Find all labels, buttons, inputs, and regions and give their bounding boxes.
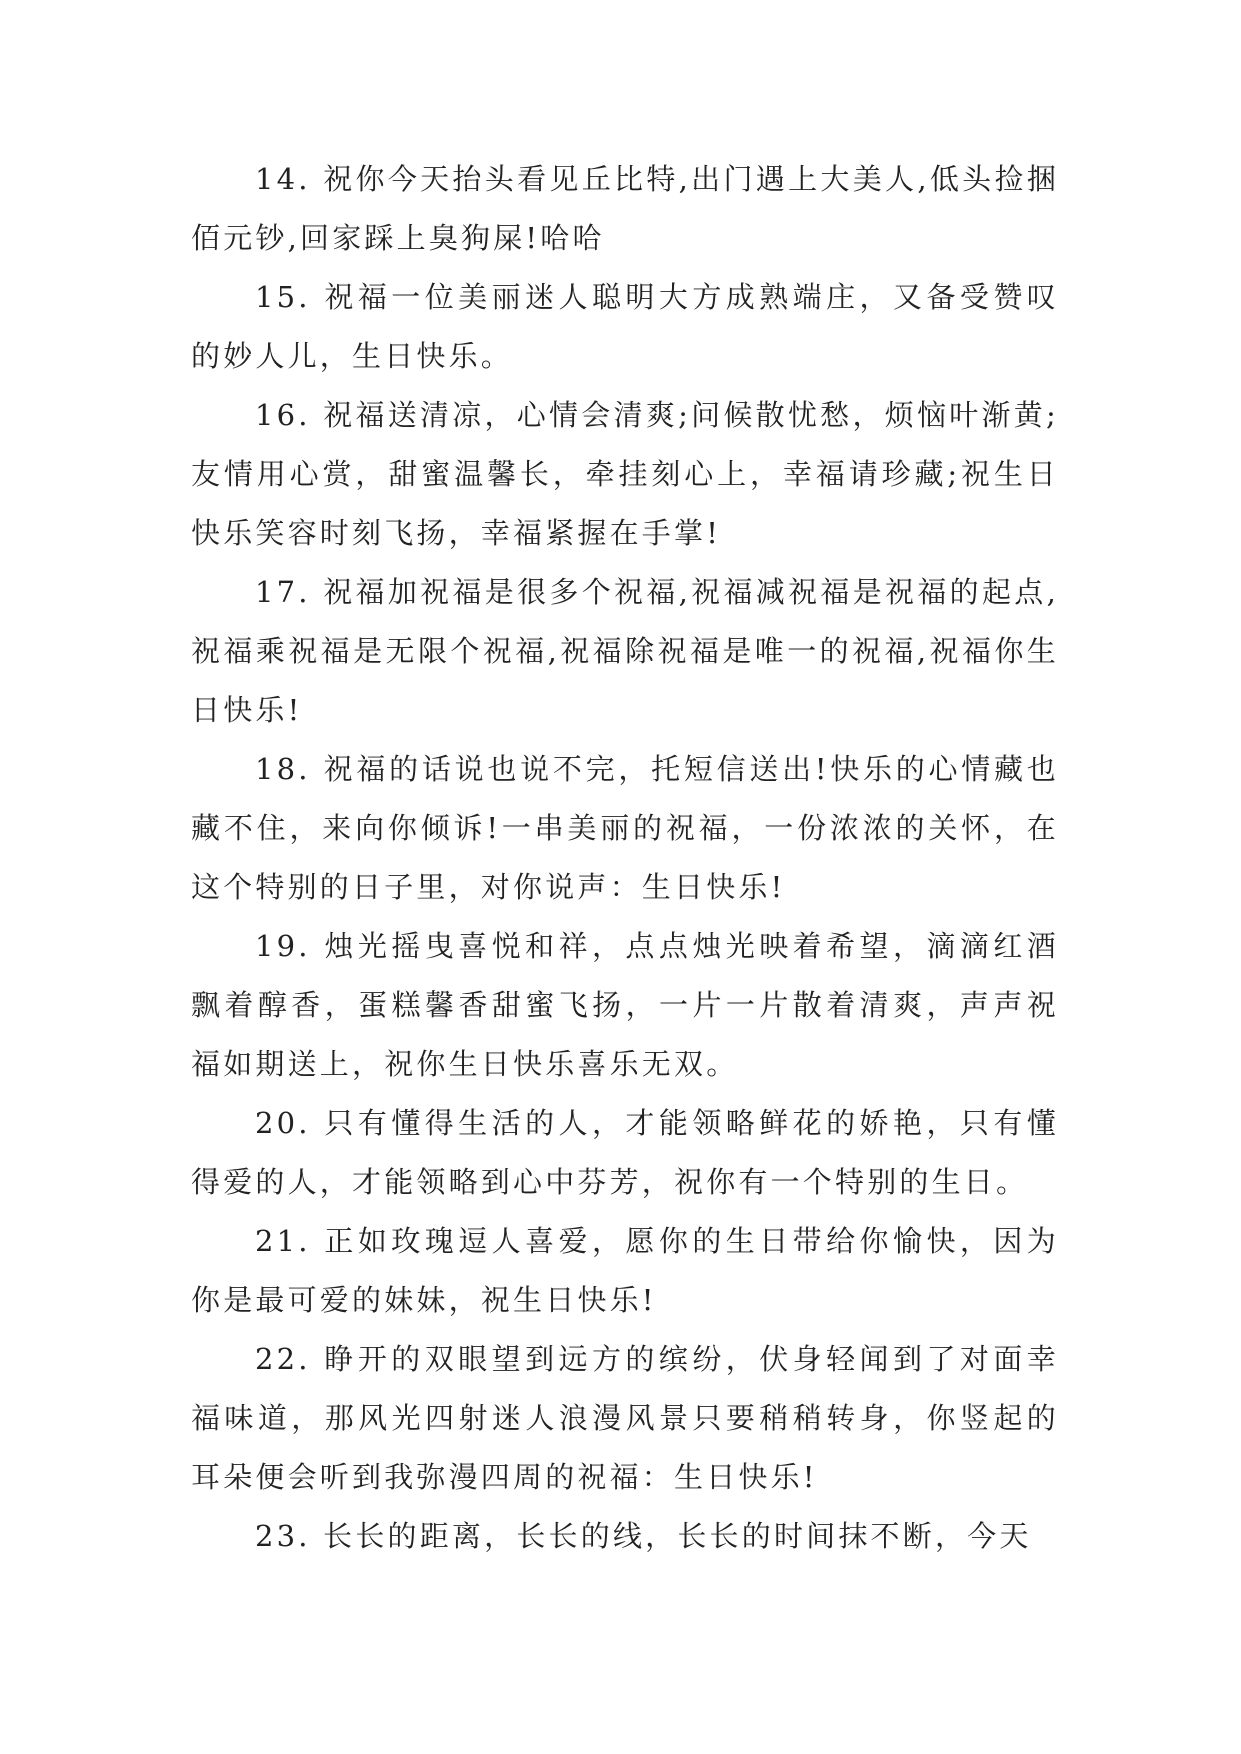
paragraph-22: 22. 睁开的双眼望到远方的缤纷，伏身轻闻到了对面幸福味道，那风光四射迷人浪漫风景只要稍稍转身，你竖起的耳朵便会听到我弥漫四周的祝福：生日快乐! [191, 1342, 1059, 1494]
paragraph-17: 17. 祝福加祝福是很多个祝福,祝福减祝福是祝福的起点,祝福乘祝福是无限个祝福,祝福除祝福是唯一的祝福,祝福你生日快乐! [191, 575, 1059, 727]
paragraph-14: 14. 祝你今天抬头看见丘比特,出门遇上大美人,低头捡捆佰元钞,回家踩上臭狗屎!哈哈 [191, 162, 1059, 255]
paragraph-23: 23. 长长的距离，长长的线，长长的时间抹不断，今天 [255, 1519, 1032, 1553]
paragraph-15: 15. 祝福一位美丽迷人聪明大方成熟端庄，又备受赞叹的妙人儿，生日快乐。 [191, 280, 1059, 373]
paragraph-18: 18. 祝福的话说也说不完，托短信送出!快乐的心情藏也藏不住，来向你倾诉!一串美丽的祝福，一份浓浓的关怀，在这个特别的日子里，对你说声：生日快乐! [191, 752, 1059, 904]
document-body [191, 150, 1059, 1566]
paragraph-19: 19. 烛光摇曳喜悦和祥，点点烛光映着希望，滴滴红酒飘着醇香，蛋糕馨香甜蜜飞扬，一片一片散着清爽，声声祝福如期送上，祝你生日快乐喜乐无双。 [191, 929, 1059, 1081]
paragraph-16: 16. 祝福送清凉，心情会清爽;问候散忧愁，烦恼叶渐黄;友情用心赏，甜蜜温馨长，牵挂刻心上，幸福请珍藏;祝生日快乐笑容时刻飞扬，幸福紧握在手掌! [191, 398, 1059, 550]
paragraph-20: 20. 只有懂得生活的人，才能领略鲜花的娇艳，只有懂得爱的人，才能领略到心中芬芳，祝你有一个特别的生日。 [191, 1106, 1059, 1199]
paragraph-21: 21. 正如玫瑰逗人喜爱，愿你的生日带给你愉快，因为你是最可爱的妹妹，祝生日快乐! [191, 1224, 1059, 1317]
